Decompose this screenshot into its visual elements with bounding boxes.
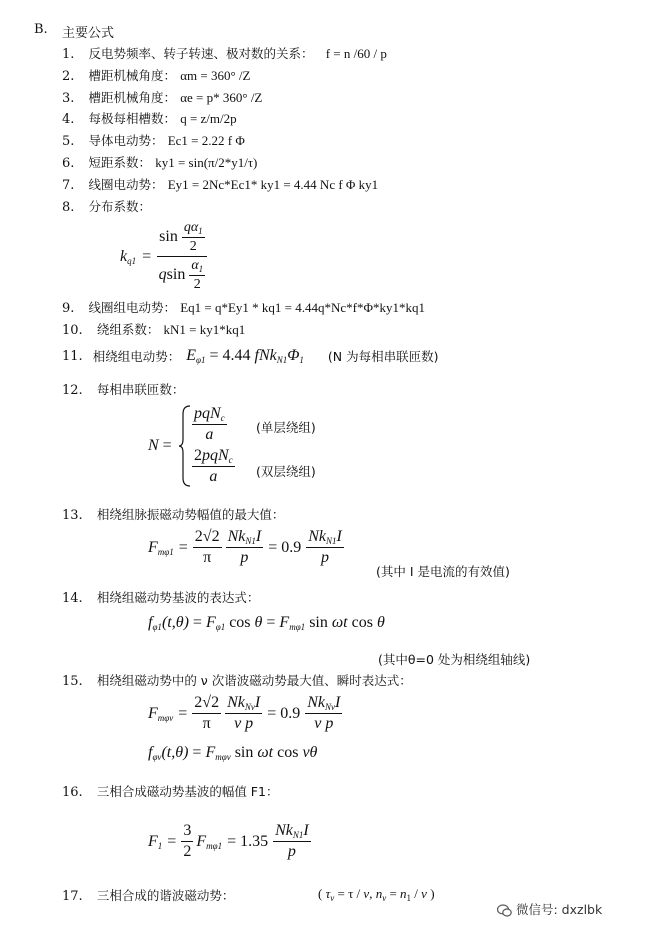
item-note: (其中 I 是电流的有效值) (376, 564, 510, 579)
item-number: 17. (62, 889, 83, 904)
item-equation: f = n /60 / p (325, 46, 387, 61)
item-label: 相绕组磁动势基波的表达式： (96, 590, 260, 605)
item-number: 8. (62, 200, 75, 215)
item-label: 线圈电动势： (88, 177, 164, 192)
item-number: 10. (62, 323, 83, 338)
formula-item-12 (62, 380, 184, 398)
item-number: 15. (62, 674, 83, 689)
formula-item-13 (62, 505, 284, 523)
harmonic-relation-formula: ( $\tau_\nu = \tau / \nu$, $n_\nu = n_1 / \nu$ ) (318, 886, 435, 903)
item-label: 相绕组脉振磁动势幅值的最大值： (96, 507, 285, 522)
item-number: 16. (62, 785, 83, 800)
double-layer-label: (双层绕组) (256, 464, 316, 479)
item-equation: Ey1 = 2Nc*Ec1* ky1 = 4.44 Nc f Φ ky1 (167, 177, 379, 192)
fundamental-mmf-formula: $f_{\varphi 1}(t,\theta) = F_{\varphi 1}$ $\cos \theta = F_{m\varphi 1}$ sin ωt cos θ (148, 614, 385, 632)
item-label: 分布系数： (88, 199, 152, 214)
item-label: 导体电动势： (88, 133, 164, 148)
formula-item-11 (62, 347, 439, 365)
item-label: 短距系数： (88, 155, 152, 170)
formula-item-9 (62, 298, 425, 316)
item-label: 线圈组电动势： (88, 300, 177, 315)
item-equation: αe = p* 360° /Z (180, 90, 263, 105)
formula-item-2 (62, 66, 250, 84)
formula-item-5 (62, 131, 245, 149)
item-equation: q = z/m/2p (180, 111, 237, 126)
wechat-icon (497, 904, 512, 917)
item-label: 三相合成磁动势基波的幅值 F1： (96, 784, 279, 799)
item-number: 5. (62, 134, 75, 149)
harmonic-mmf-instant-formula: $f_{\varphi\nu}(t,\theta) = F_{m\varphi\nu}$ sin ωt cos νθ (148, 744, 318, 762)
formula-item-1 (62, 44, 387, 62)
item-label: 绕组系数： (96, 322, 160, 337)
item-label: 三相合成的谐波磁动势： (96, 888, 235, 903)
item-label: 槽距机械角度： (88, 90, 177, 105)
item-note: (其中θ=0 处为相绕组轴线) (378, 652, 531, 667)
item-number: 4. (62, 112, 75, 127)
phase-emf-formula: $E_{\varphi 1} = 4.44$ $fNk_{N1}\Phi_1$ (186, 347, 304, 365)
item-equation: ky1 = sin(π/2*y1/τ) (155, 155, 258, 170)
item-number: 11. (62, 348, 83, 364)
item-number: 14. (62, 591, 83, 606)
section-label: B. (34, 22, 48, 37)
three-phase-mmf-formula: $F_1$ = $\frac{3}{2}$ $F_{m\varphi 1}$ = 1.35 $\frac{Nk_{N1}I}{p}$ (148, 822, 309, 860)
item-number: 6. (62, 156, 75, 171)
item-number: 3. (62, 91, 75, 106)
formula-item-14 (62, 588, 259, 606)
formula-item-6 (62, 153, 257, 171)
section-title: 主要公式 (62, 26, 115, 41)
item-number: 13. (62, 508, 83, 523)
formula-item-8 (62, 197, 151, 215)
item-number: 2. (62, 69, 75, 84)
item-equation: Ec1 = 2.22 f Φ (167, 133, 245, 148)
pulsating-mmf-formula: $F_{m\varphi 1}$ = $\frac{2√2}{\pi}$ $\frac{Nk_{N1}I}{p}$ = 0.9 $\frac{Nk_{N1}I}{p}$ (148, 528, 342, 566)
formula-item-16 (62, 782, 278, 800)
item-label: 每极每相槽数： (88, 111, 177, 126)
item-note: (N 为每相串联匝数) (327, 349, 439, 364)
formula-item-4 (62, 109, 237, 127)
item-number: 12. (62, 383, 83, 398)
wechat-watermark (497, 900, 602, 918)
left-brace-icon (178, 405, 192, 487)
item-label: 相绕组磁动势中的 ν 次谐波磁动势最大值、瞬时表达式： (96, 673, 412, 688)
formula-item-3 (62, 88, 262, 106)
watermark-text: 微信号: dxzlbk (516, 902, 603, 917)
item-label: 每相串联匝数： (96, 382, 185, 397)
formula-item-15 (62, 671, 412, 689)
item-equation: kN1 = ky1*kq1 (163, 322, 246, 337)
formula-item-10 (62, 320, 245, 338)
harmonic-mmf-max-formula: $F_{m\varphi\nu}$ = $\frac{2√2}{\pi}$ $\frac{Nk_{N\nu}I}{\text{ν p}}$ = 0.9 $\frac{Nk_{N\nu}I}{\text{ν p}}$ (148, 694, 341, 732)
formula-item-7 (62, 175, 378, 193)
item-label: 反电势频率、转子转速、极对数的关系： (88, 46, 314, 61)
item-number: 9. (62, 301, 75, 316)
item-label: 相绕组电动势： (92, 349, 181, 364)
single-layer-label: (单层绕组) (256, 420, 316, 435)
item-equation: αm = 360° /Z (180, 68, 251, 83)
item-number: 7. (62, 178, 75, 193)
item-equation: Eq1 = q*Ey1 * kq1 = 4.44q*Nc*f*Φ*ky1*kq1 (180, 300, 425, 315)
formula-item-17 (62, 886, 234, 904)
item-number: 1. (62, 47, 75, 62)
item-label: 槽距机械角度： (88, 68, 177, 83)
distribution-factor-formula: $k_{q1}$ = sin $\frac{q\alpha_1}{2}$ qsin $\frac{\alpha_1}{2}$ (120, 220, 207, 293)
